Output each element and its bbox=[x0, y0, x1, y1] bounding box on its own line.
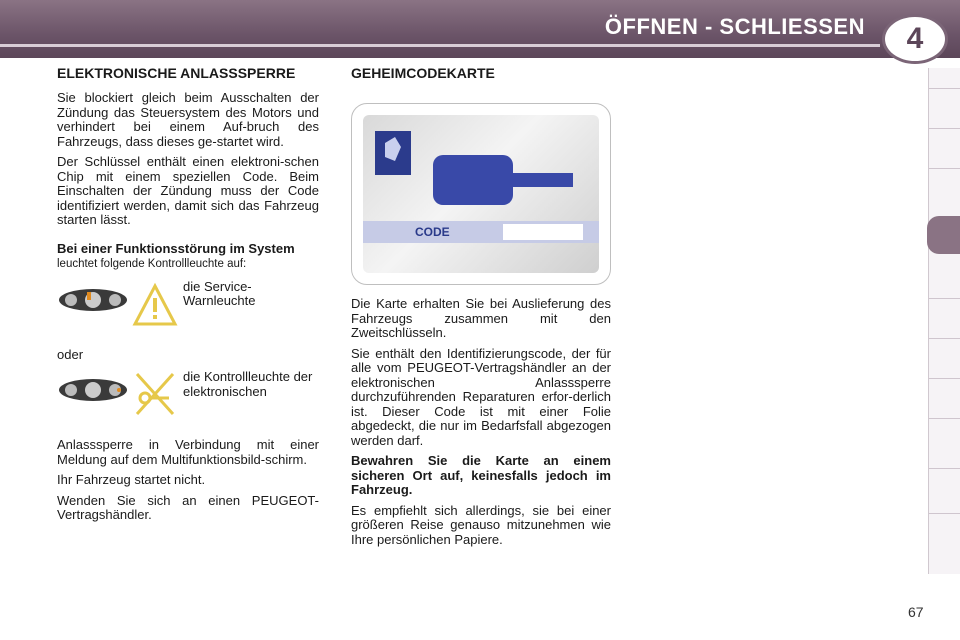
oder-text: oder bbox=[57, 346, 84, 362]
chapter-header bbox=[0, 0, 960, 58]
bold-paragraph: Bewahren Sie die Karte an einem sicheren Ort auf, keinesfalls jedoch im Fahrzeug. bbox=[351, 453, 611, 497]
instrument-cluster-icon bbox=[57, 370, 183, 430]
section-heading-anlasssperre: ELEKTRONISCHE ANLASSSPERRE bbox=[57, 65, 296, 81]
paragraph: Sie blockiert gleich beim Ausschalten der Zündung das Steuersystem des Motors und verhindert bei einem Auf-bruch des Fahrzeugs, dass dieses ge-startet wird. bbox=[57, 90, 319, 149]
tab-divider bbox=[929, 468, 960, 469]
key-icon bbox=[433, 155, 513, 205]
paragraph: Es empfiehlt sich allerdings, sie bei einer größeren Reise genauso mitzunehmen wie Ihre persönlichen Papiere. bbox=[351, 502, 611, 547]
chapter-badge bbox=[882, 14, 948, 64]
immobilizer-warning-label: die Kontrollleuchte der elektronischen bbox=[183, 369, 313, 399]
header-rule bbox=[0, 44, 880, 47]
tab-divider bbox=[929, 418, 960, 419]
paragraph: Der Schlüssel enthält einen elektroni-schen Chip mit einem speziellen Code. Beim Einschalten der Zündung muss der Code identifiziert werden, damit sich das Fahrzeug starten lässt. bbox=[57, 154, 319, 227]
service-warning-row bbox=[57, 280, 319, 340]
code-card-image-frame bbox=[351, 103, 611, 285]
immobilizer-warning-row bbox=[57, 370, 319, 430]
code-label: CODE bbox=[415, 225, 450, 239]
tab-divider bbox=[929, 128, 960, 129]
section-heading-geheimcodekarte: GEHEIMCODEKARTE bbox=[351, 65, 495, 81]
chapter-number: 4 bbox=[906, 22, 924, 55]
tab-divider bbox=[929, 168, 960, 169]
chapter-title: ÖFFNEN - SCHLIESSEN bbox=[604, 14, 865, 39]
code-strip bbox=[363, 221, 599, 243]
paragraph: Ihr Fahrzeug startet nicht. bbox=[57, 472, 206, 487]
tab-divider bbox=[929, 298, 960, 299]
active-chapter-tab bbox=[927, 216, 960, 254]
left-column bbox=[57, 66, 319, 529]
service-warning-label: die Service-Warnleuchte bbox=[183, 278, 256, 308]
paragraph: Die Karte erhalten Sie bei Auslieferung des Fahrzeugs zusammen mit den Zweitschlüsseln. bbox=[351, 296, 611, 340]
tab-divider bbox=[929, 338, 960, 339]
tab-divider bbox=[929, 513, 960, 514]
fault-note-bold: Bei einer Funktionsstörung im System bbox=[57, 240, 295, 256]
code-cover-foil bbox=[503, 224, 583, 240]
chapter-tabs bbox=[928, 68, 960, 574]
code-card-image bbox=[363, 115, 599, 273]
tab-divider bbox=[929, 378, 960, 379]
right-column bbox=[351, 66, 611, 553]
paragraph: Sie enthält den Identifizierungscode, der für alle vom PEUGEOT-Vertragshändler an der elektronischen Anlasssperre durchzuführenden Reparaturen erfor-derlich ist. Dieser Code ist mit einer Folie abgedeckt, die nur im Bedarfsfall abgezogen werden darf. bbox=[351, 345, 611, 448]
fault-note-rest: leuchtet folgende Kontrollleuchte auf: bbox=[57, 258, 247, 270]
page-number: 67 bbox=[908, 604, 924, 620]
key-crossed-icon bbox=[137, 374, 173, 414]
tab-divider bbox=[929, 88, 960, 89]
paragraph: Anlasssperre in Verbindung mit einer Meldung auf dem Multifunktionsbild-schirm. bbox=[57, 437, 319, 467]
fault-note bbox=[57, 242, 319, 272]
instrument-cluster-icon bbox=[57, 280, 183, 340]
paragraph: Wenden Sie sich an einen PEUGEOT-Vertragshändler. bbox=[57, 492, 319, 522]
